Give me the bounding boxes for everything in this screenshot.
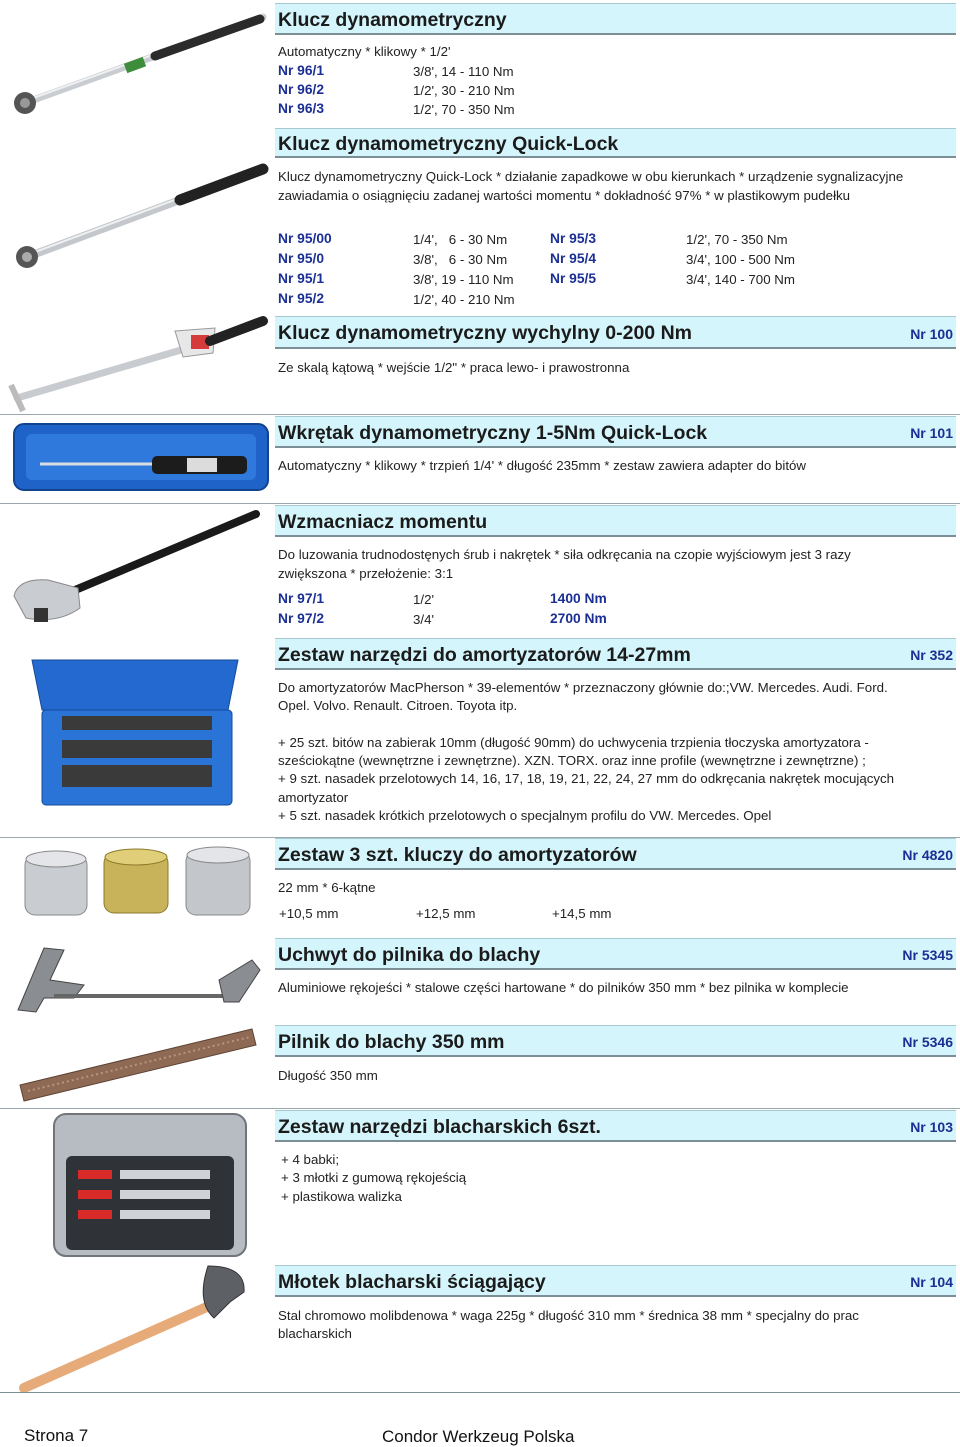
divider xyxy=(0,1108,960,1109)
product-size: 1/2' xyxy=(413,592,435,607)
body-hammer-image xyxy=(18,1262,258,1392)
product-spec: 3/8', 14 - 110 Nm xyxy=(413,64,514,79)
product-spec: 3/8', 19 - 110 Nm xyxy=(413,272,514,287)
shock-absorber-tool-case-image xyxy=(22,650,248,810)
product-number: Nr 96/2 xyxy=(278,82,325,97)
section-description: zawiadamia o osiągnięciu zadanej wartości momentu * dokładność 97% * w plastikowym pudełku xyxy=(278,188,851,203)
body-repair-kit-image xyxy=(50,1110,250,1260)
section-description: Do amortyzatorów MacPherson * 39-elementów * przeznaczony głównie do:;VW. Mercedes. Audi. Ford. xyxy=(278,680,888,695)
section-header-amortyzatory xyxy=(275,638,956,670)
section-description: 22 mm * 6-kątne xyxy=(278,880,376,895)
section-description: Stal chromowo molibdenowa * waga 225g * długość 310 mm * średnica 38 mm * specjalny do prac xyxy=(278,1308,859,1323)
product-number: Nr 4820 xyxy=(902,847,953,863)
section-title: Wzmacniacz momentu xyxy=(278,511,488,533)
section-description: Do luzowania trudnodostęnych śrub i nakrętek * siła odkręcania na czopie wyjściowym jest 3 razy xyxy=(278,547,851,562)
section-header-wzmacniacz xyxy=(275,505,956,537)
product-spec: 3/4', 100 - 500 Nm xyxy=(686,252,795,267)
product-number: Nr 95/3 xyxy=(550,231,597,246)
section-header-mlotek xyxy=(275,1265,956,1297)
product-number: Nr 104 xyxy=(910,1274,953,1290)
section-title: Zestaw narzędzi blacharskich 6szt. xyxy=(278,1116,601,1138)
section-title: Klucz dynamometryczny Quick-Lock xyxy=(278,133,619,155)
section-description: + 5 szt. nasadek krótkich przelotowych o specjalnym profilu do VW. Mercedes. Opel xyxy=(278,808,772,823)
kit-item: + 4 babki; xyxy=(281,1152,340,1167)
section-description: Automatyczny * klikowy * 1/2' xyxy=(278,44,451,59)
section-title: Pilnik do blachy 350 mm xyxy=(278,1031,505,1053)
section-title: Młotek blacharski ściągający xyxy=(278,1271,546,1293)
product-number: Nr 5345 xyxy=(902,947,953,963)
footer-divider xyxy=(0,1392,960,1393)
product-number: Nr 95/0 xyxy=(278,251,325,266)
kit-item: + 3 młotki z gumową rękojeścią xyxy=(281,1170,467,1185)
product-spec: 1/2', 30 - 210 Nm xyxy=(413,83,515,98)
divider xyxy=(0,503,960,504)
section-description: Automatyczny * klikowy * trzpień 1/4' * długość 235mm * zestaw zawiera adapter do bitów xyxy=(278,458,807,473)
section-header-klucze-amortyzatory xyxy=(275,838,956,870)
section-title: Klucz dynamometryczny xyxy=(278,9,507,31)
product-size: 3/4' xyxy=(413,612,435,627)
section-description: Długość 350 mm xyxy=(278,1068,378,1083)
file-holder-image xyxy=(14,940,264,1018)
product-number: Nr 100 xyxy=(910,326,953,342)
product-number: Nr 352 xyxy=(910,647,953,663)
section-description: amortyzator xyxy=(278,790,349,805)
quick-lock-wrench-image xyxy=(5,155,270,270)
section-header-wkretak xyxy=(275,416,956,448)
beam-torque-wrench-image xyxy=(5,313,270,415)
section-description: + 9 szt. nasadek przelotowych 14, 16, 17, 18, 19, 21, 22, 24, 27 mm do odkręcania nakrętek mocujących xyxy=(278,771,895,786)
section-header-quick-lock xyxy=(275,128,956,158)
product-number: Nr 95/2 xyxy=(278,291,325,306)
body-file-image xyxy=(18,1025,258,1105)
size-option: +10,5 mm xyxy=(279,906,339,921)
company-name: Condor Werkzeug Polska xyxy=(382,1427,575,1446)
product-spec: 3/8', 6 - 30 Nm xyxy=(413,252,508,267)
product-spec: 1/2', 40 - 210 Nm xyxy=(413,292,515,307)
section-header-wychylny xyxy=(275,316,956,349)
section-description: Aluminiowe rękojeści * stalowe części hartowane * do pilników 350 mm * bez pilnika w komplecie xyxy=(278,980,849,995)
section-title: Klucz dynamometryczny wychylny 0-200 Nm xyxy=(278,322,692,344)
section-title: Uchwyt do pilnika do blachy xyxy=(278,944,541,966)
section-title: Zestaw narzędzi do amortyzatorów 14-27mm xyxy=(278,644,691,666)
page-number: Strona 7 xyxy=(24,1426,89,1445)
section-header-pilnik xyxy=(275,1025,956,1057)
product-spec: 1/4', 6 - 30 Nm xyxy=(413,232,508,247)
section-description: zwiększona * przełożenie: 3:1 xyxy=(278,566,454,581)
section-description: + 25 szt. bitów na zabierak 10mm (długość 90mm) do uchwycenia trzpienia tłoczyska amortyzatora - xyxy=(278,735,869,750)
product-value: 1400 Nm xyxy=(550,591,607,606)
product-number: Nr 101 xyxy=(910,425,953,441)
product-number: Nr 5346 xyxy=(902,1034,953,1050)
product-spec: 3/4', 140 - 700 Nm xyxy=(686,272,795,287)
section-description: blacharskich xyxy=(278,1326,352,1341)
product-number: Nr 95/1 xyxy=(278,271,325,286)
product-number: Nr 97/1 xyxy=(278,591,325,606)
section-description: Klucz dynamometryczny Quick-Lock * działanie zapadkowe w obu kierunkach * urządzenie sygnalizacyjne xyxy=(278,169,904,184)
section-title: Wkrętak dynamometryczny 1-5Nm Quick-Lock xyxy=(278,422,708,444)
torque-screwdriver-case-image xyxy=(12,420,270,495)
product-number: Nr 96/1 xyxy=(278,63,325,78)
section-description: Opel. Volvo. Renault. Citroen. Toyota itp. xyxy=(278,698,518,713)
product-number: Nr 103 xyxy=(910,1119,953,1135)
section-description: Ze skalą kątową * wejście 1/2" * praca lewo- i prawostronna xyxy=(278,360,630,375)
kit-item: + plastikowa walizka xyxy=(281,1189,402,1204)
product-spec: 1/2', 70 - 350 Nm xyxy=(413,102,515,117)
size-option: +14,5 mm xyxy=(552,906,612,921)
product-number: Nr 96/3 xyxy=(278,101,325,116)
product-number: Nr 97/2 xyxy=(278,611,325,626)
section-header-uchwyt xyxy=(275,938,956,970)
product-spec: 1/2', 70 - 350 Nm xyxy=(686,232,788,247)
size-option: +12,5 mm xyxy=(416,906,476,921)
section-header-klucz-dynamometryczny xyxy=(275,3,956,35)
section-title: Zestaw 3 szt. kluczy do amortyzatorów xyxy=(278,844,637,866)
section-header-blacharskie xyxy=(275,1110,956,1142)
product-number: Nr 95/5 xyxy=(550,271,597,286)
shock-absorber-sockets-image xyxy=(20,845,260,925)
product-number: Nr 95/4 xyxy=(550,251,597,266)
divider xyxy=(0,414,960,415)
torque-multiplier-image xyxy=(8,508,270,630)
section-description: sześciokątne (wewnętrzne i zewnętrzne). XZN. TORX. oraz inne profile (wewnętrzne i zewnętrzne) ; xyxy=(278,753,866,768)
product-number: Nr 95/00 xyxy=(278,231,332,246)
torque-wrench-image xyxy=(5,5,270,115)
product-value: 2700 Nm xyxy=(550,611,607,626)
